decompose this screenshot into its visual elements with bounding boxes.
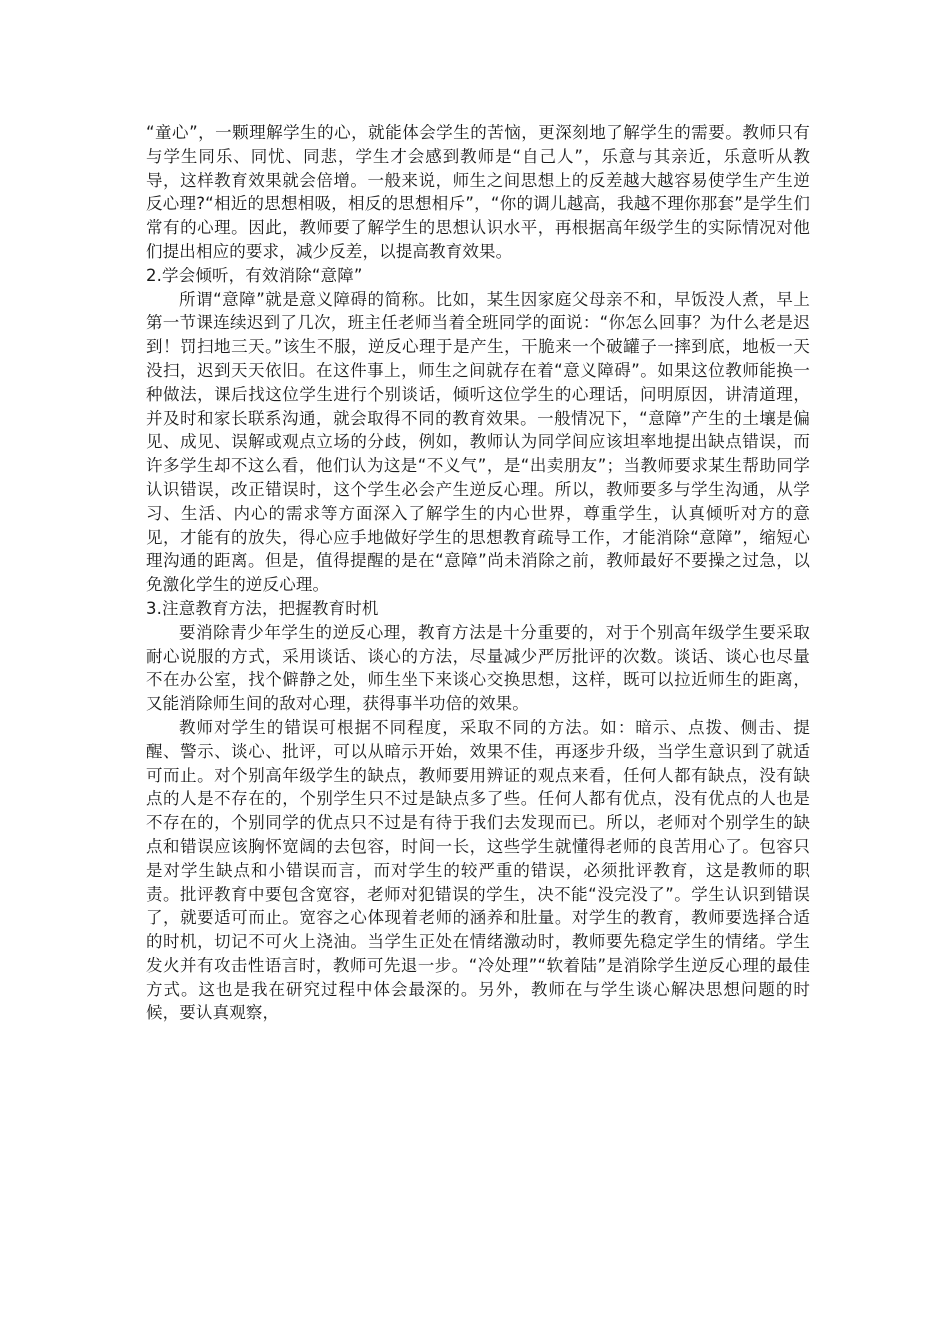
document-page: [146, 121, 810, 1025]
section-heading: 3.注意教育方法，把握教育时机: [146, 598, 379, 618]
section-heading: 2.学会倾听，有效消除“意障”: [146, 265, 363, 285]
body-paragraph: 要消除青少年学生的逆反心理，教育方法是十分重要的，对于个别高年级学生要采取耐心说服的方式，采用谈话、谈心的方法，尽量减少严厉批评的次数。谈话、谈心也尽量不在办公室，找个僻静之处，师生坐下来谈心交换思想，这样，既可以拉近师生的距离，又能消除师生间的敌对心理，获得事半功倍的效果。: [146, 622, 810, 714]
body-paragraph: 教师对学生的错误可根据不同程度，采取不同的方法。如：暗示、点拨、侧击、提醒、警示、谈心、批评，可以从暗示开始，效果不佳，再逐步升级，当学生意识到了就适可而止。对个别高年级学生的缺点，教师要用辨证的观点来看，任何人都有缺点，没有缺点的人是不存在的，个别学生只不过是缺点多了些。任何人都有优点，没有优点的人也是不存在的，个别同学的优点只不过是有待于我们去发现而已。所以，老师对个别学生的缺点和错误应该胸怀宽阔的去包容，时间一长，这些学生就懂得老师的良苦用心了。包容只是对学生缺点和小错误而言，而对学生的较严重的错误，必须批评教育，这是教师的职责。批评教育中要包含宽容，老师对犯错误的学生，决不能“没完没了”。学生认识到错误了，就要适可而止。宽容之心体现着老师的涵养和肚量。对学生的教育，教师要选择合适的时机，切记不可火上浇油。当学生正处在情绪激动时，教师要先稳定学生的情绪。学生发火并有攻击性语言时，教师可先退一步。“冷处理”“软着陆”是消除学生逆反心理的最佳方式。这也是我在研究过程中体会最深的。另外，教师在与学生谈心解决思想问题的时候，要认真观察，: [146, 717, 810, 1023]
body-paragraph: “童心”，一颗理解学生的心，就能体会学生的苦恼，更深刻地了解学生的需要。教师只有与学生同乐、同忧、同悲，学生才会感到教师是“自己人”，乐意与其亲近，乐意听从教导，这样教育效果就会倍增。一般来说，师生之间思想上的反差越大越容易使学生产生逆反心理?“相近的思想相吸，相反的思想相斥”，“你的调儿越高，我越不理你那套”是学生们常有的心理。因此，教师要了解学生的思想认识水平，再根据高年级学生的实际情况对他们提出相应的要求，减少反差，以提高教育效果。: [146, 123, 810, 261]
body-paragraph: 所谓“意障”就是意义障碍的简称。比如，某生因家庭父母亲不和，早饭没人煮，早上第一节课连续迟到了几次，班主任老师当着全班同学的面说：“你怎么回事？为什么老是迟到！罚扫地三天。”该生不服，逆反心理于是产生，干脆来一个破罐子一摔到底，地板一天没扫，迟到天天依旧。在这件事上，师生之间就存在着“意义障碍”。如果这位教师能换一种做法，课后找这位学生进行个别谈话，倾听这位学生的心理话，问明原因，讲清道理，并及时和家长联系沟通，就会取得不同的教育效果。一般情况下，“意障”产生的土壤是偏见、成见、误解或观点立场的分歧，例如，教师认为同学间应该坦率地提出缺点错误，而许多学生却不这么看，他们认为这是“不义气”，是“出卖朋友”；当教师要求某生帮助同学认识错误，改正错误时，这个学生必会产生逆反心理。所以，教师要多与学生沟通，从学习、生活、内心的需求等方面深入了解学生的内心世界，尊重学生，认真倾听对方的意见，才能有的放失，得心应手地做好学生的思想教育疏导工作，才能消除“意障”，缩短心理沟通的距离。但是，值得提醒的是在“意障”尚未消除之前，教师最好不要操之过急，以免激化学生的逆反心理。: [146, 289, 810, 595]
